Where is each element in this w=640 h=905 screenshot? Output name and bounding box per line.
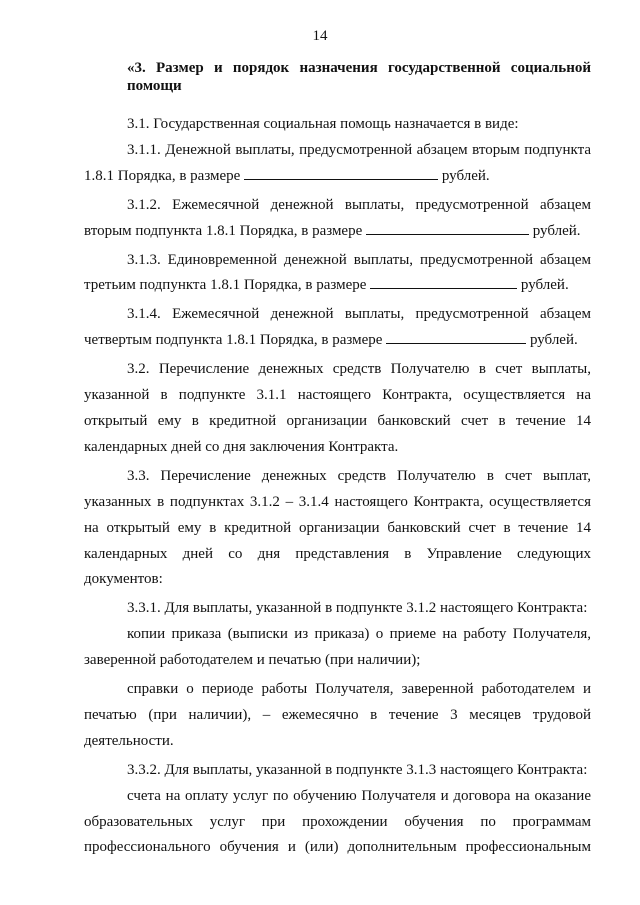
paragraph-3-1-2: 3.1.2. Ежемесячной денежной выплаты, предусмотренной абзацем вторым подпункта 1.8.1 Порядка, в размере рублей. [84,196,591,239]
amount-blank-field [386,331,526,344]
page-number: 14 [312,28,328,44]
paragraph-3-3: 3.3. Перечисление денежных средств Получателю в счет выплат, указанных в подпунктах 3.1.2 – 3.1.4 настоящего Контракта, осуществляется на открытый ему в кредитной организации банковский счет в течение 14 календарных дней со дня представления в Управление следующих документов: [84,467,591,588]
paragraph-3-1-3: 3.1.3. Единовременной денежной выплаты, предусмотренной абзацем третьим подпункта 1.8.1 Порядка, в размере рублей. [84,251,591,294]
amount-blank-field [244,167,438,180]
amount-blank-field [366,222,529,235]
paragraph-3-1-4: 3.1.4. Ежемесячной денежной выплаты, предусмотренной абзацем четвертым подпункта 1.8.1 Порядка, в размере рублей. [84,306,591,349]
list-item: счета на оплату услуг по обучению Получателя и договора на оказание образовательных услуг при прохождении обучения по программам профессионального обучения и (или) дополнительным профессиональным [84,787,591,856]
amount-blank-field [370,276,517,289]
paragraph-3-1-1: 3.1.1. Денежной выплаты, предусмотренной абзацем вторым подпункта 1.8.1 Порядка, в размере рублей. [84,141,591,184]
section-body [84,112,591,861]
list-item: справки о периоде работы Получателя, заверенной работодателем и печатью (при наличии), – ежемесячно в течение 3 месяцев трудовой деятельности. [84,681,591,749]
paragraph-3-3-2: 3.3.2. Для выплаты, указанной в подпункте 3.1.3 настоящего Контракта: [127,761,588,778]
paragraph-3-3-1: 3.3.1. Для выплаты, указанной в подпункте 3.1.2 настоящего Контракта: [127,600,588,617]
paragraph-3-1: 3.1. Государственная социальная помощь назначается в виде: [127,116,519,132]
section-heading: «3. Размер и порядок назначения государственной социальной помощи [127,60,591,94]
paragraph-3-2: 3.2. Перечисление денежных средств Получателю в счет выплаты, указанной в подпункте 3.1.1 настоящего Контракта, осуществляется на открытый ему в кредитной организации банковский счет в течение 14 календарных дней со дня заключения Контракта. [84,361,591,455]
list-item: копии приказа (выписки из приказа) о приеме на работу Получателя, заверенной работодателем и печатью (при наличии); [84,626,591,669]
